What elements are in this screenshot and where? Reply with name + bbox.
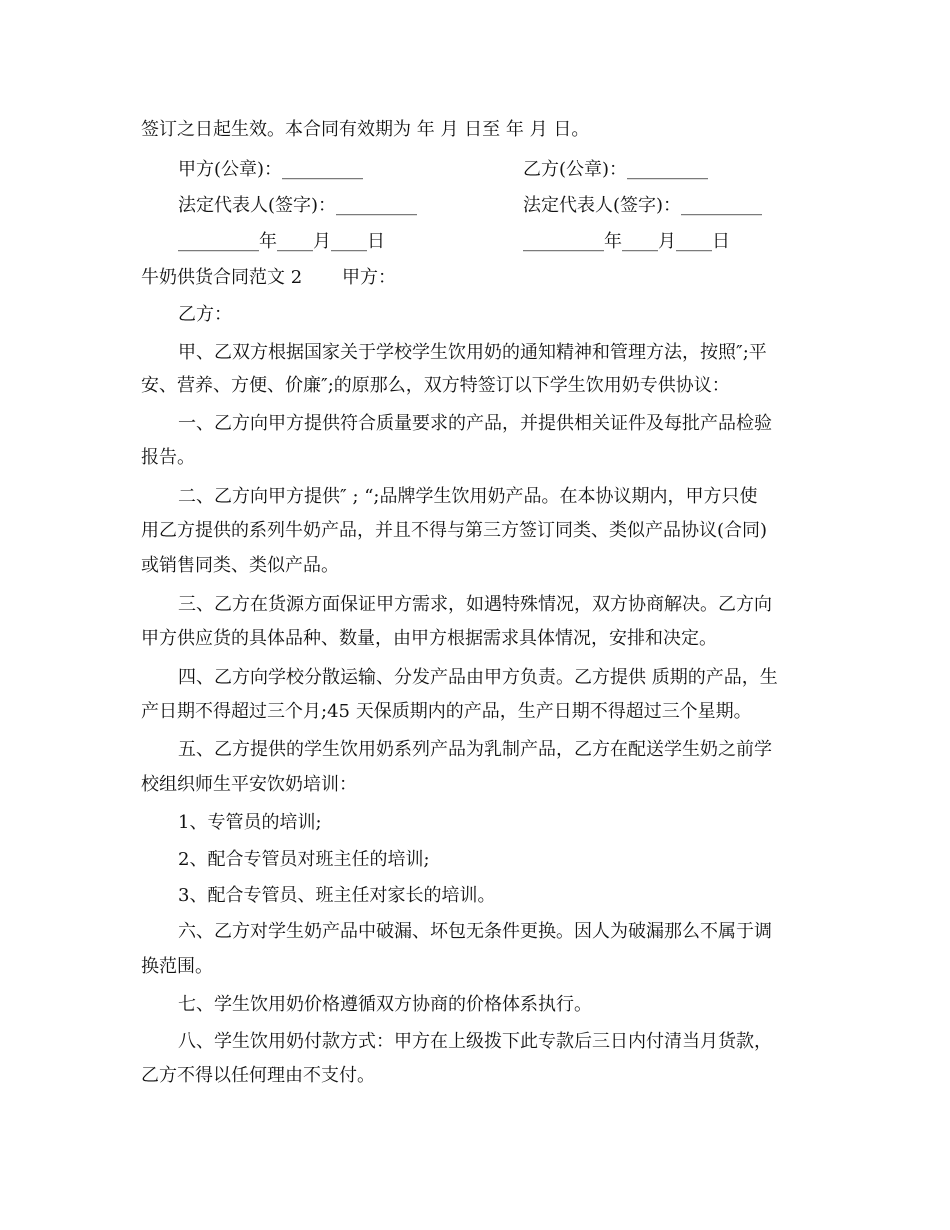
clause-7: 七、学生饮用奶价格遵循双方协商的价格体系执行。 <box>178 994 592 1015</box>
paragraph-line: 甲、乙双方根据国家关于学校学生饮用奶的通知精神和管理方法，按照″;平 <box>178 342 767 363</box>
party-b-date: _________年____月____日 <box>523 231 730 252</box>
party-b-representative: 法定代表人(签字)：_________ <box>523 195 763 216</box>
paragraph-line: 报告。 <box>141 447 195 468</box>
party-b-label: 乙方： <box>178 304 232 325</box>
clause-1: 一、乙方向甲方提供符合质量要求的产品，并提供相关证件及每批产品检验 <box>178 413 772 434</box>
clause-8: 八、学生饮用奶付款方式：甲方在上级拨下此专款后三日内付清当月货款， <box>178 1031 772 1052</box>
paragraph-line: 校组织师生平安饮奶培训： <box>141 774 357 795</box>
clause-4: 四、乙方向学校分散运输、分发产品由甲方负责。乙方提供 质期的产品，生 <box>178 667 778 688</box>
paragraph-line: 或销售同类、类似产品。 <box>141 555 339 576</box>
list-item: 3、配合专管员、班主任对家长的培训。 <box>178 885 496 906</box>
party-a-date: _________年____月____日 <box>178 231 385 252</box>
section-title: 牛奶供货合同范文 2 <box>141 267 303 288</box>
party-a-representative: 法定代表人(签字)：_________ <box>178 195 418 216</box>
clause-2: 二、乙方向甲方提供″ ; “;品牌学生饮用奶产品。在本协议期内，甲方只使 <box>178 486 758 507</box>
party-b-seal: 乙方(公章)：_________ <box>523 159 709 180</box>
list-item: 2、配合专管员对班主任的培训; <box>178 849 430 870</box>
paragraph-line: 安、营养、方便、价廉″;的原那么，双方特签订以下学生饮用奶专供协议： <box>141 375 730 396</box>
paragraph-line: 换范围。 <box>141 956 213 977</box>
clause-5: 五、乙方提供的学生饮用奶系列产品为乳制产品，乙方在配送学生奶之前学 <box>178 739 772 760</box>
paragraph-line: 乙方不得以任何理由不支付。 <box>141 1065 375 1086</box>
party-a-label: 甲方： <box>342 267 396 288</box>
validity-line: 签订之日起生效。本合同有效期为 年 月 日至 年 月 日。 <box>141 119 590 140</box>
paragraph-line: 甲方供应货的具体品种、数量，由甲方根据需求具体情况，安排和决定。 <box>141 628 717 649</box>
paragraph-line: 用乙方提供的系列牛奶产品，并且不得与第三方签订同类、类似产品协议(合同) <box>141 520 768 541</box>
party-a-seal: 甲方(公章)：_________ <box>178 159 364 180</box>
clause-3: 三、乙方在货源方面保证甲方需求，如遇特殊情况，双方协商解决。乙方向 <box>178 594 772 615</box>
clause-6: 六、乙方对学生奶产品中破漏、坏包无条件更换。因人为破漏那么不属于调 <box>178 921 772 942</box>
paragraph-line: 产日期不得超过三个月;45 天保质期内的产品，生产日期不得超过三个星期。 <box>141 701 752 722</box>
list-item: 1、专管员的培训; <box>178 812 322 833</box>
